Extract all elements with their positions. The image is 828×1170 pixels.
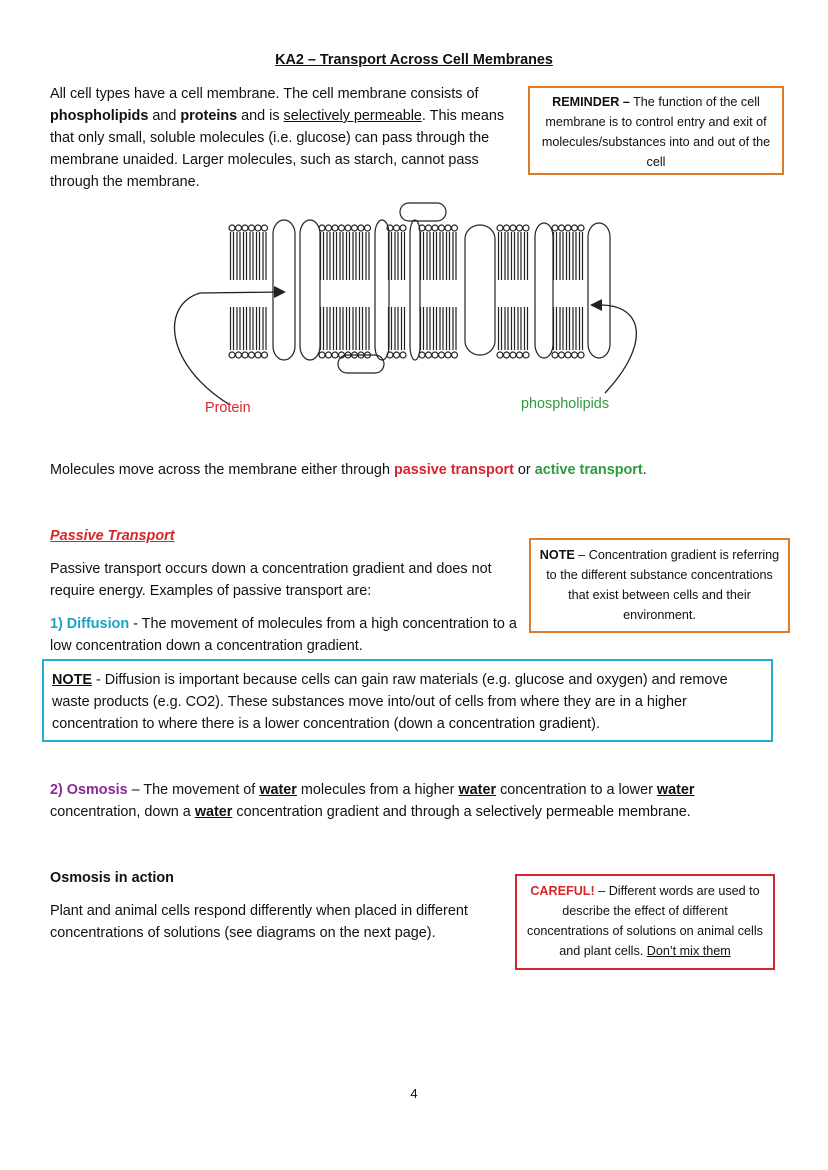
- phospholipid-tail: [580, 232, 583, 280]
- phospholipid-tail: [427, 307, 430, 350]
- phospholipid-head: [572, 225, 578, 231]
- phospholipid-tail: [518, 232, 521, 280]
- phospholipid-head: [400, 352, 406, 358]
- water-term-3: water: [656, 782, 695, 798]
- phospholipids-arrowhead: [590, 299, 602, 311]
- passive-transport-term: passive transport: [393, 462, 514, 478]
- phospholipid-head: [565, 225, 571, 231]
- osmosis-text-3: concentration to a lower: [496, 782, 657, 798]
- water-term-1: water: [259, 782, 297, 798]
- cell-membrane-diagram: [160, 195, 640, 420]
- phospholipid-tail: [421, 232, 424, 280]
- phospholipid-tail: [525, 232, 528, 280]
- transport-sentence: [50, 459, 790, 481]
- phospholipids-term: phospholipids: [50, 108, 149, 124]
- water-term-4: water: [194, 804, 233, 820]
- diffusion-label: 1) Diffusion: [50, 616, 130, 632]
- phospholipid-tail: [512, 307, 515, 350]
- phospholipid-tail: [434, 232, 437, 280]
- phospholipid-head: [432, 225, 438, 231]
- phospholipid-tail: [347, 232, 350, 280]
- note-gradient-label: NOTE: [539, 548, 575, 562]
- passive-transport-heading: Passive Transport: [50, 528, 175, 544]
- osmosis-text-2: molecules from a higher: [296, 782, 459, 798]
- phospholipid-head: [352, 225, 358, 231]
- phospholipid-tail: [244, 232, 247, 280]
- phospholipid-tail: [263, 307, 266, 350]
- phospholipid-tail: [360, 307, 363, 350]
- phospholipid-tail: [347, 307, 350, 350]
- transport-end: .: [642, 462, 647, 478]
- careful-label: CAREFUL!: [530, 884, 595, 898]
- phospholipid-head: [249, 225, 255, 231]
- transport-or: or: [513, 462, 535, 478]
- phospholipid-tail: [402, 307, 405, 350]
- phospholipid-tail: [554, 307, 557, 350]
- careful-text: – Different words are used to describe the effect of different concentrations of solutions on animal cells and plant cells.: [527, 884, 763, 958]
- osmosis-text-1: – The movement of: [127, 782, 260, 798]
- intro-and: and: [148, 108, 181, 124]
- phospholipid-head: [517, 225, 523, 231]
- phospholipid-head: [523, 225, 529, 231]
- phospholipid-head: [504, 225, 510, 231]
- membrane-protein: [410, 220, 420, 360]
- phospholipid-head: [578, 225, 584, 231]
- phospholipid-head: [255, 352, 261, 358]
- osmosis-text-4: concentration, down a: [50, 804, 195, 820]
- phospholipid-tail: [560, 307, 563, 350]
- phospholipid-tail: [237, 232, 240, 280]
- phospholipid-head: [394, 352, 400, 358]
- phospholipid-head: [552, 352, 558, 358]
- phospholipid-head: [262, 225, 268, 231]
- phospholipid-tail: [567, 307, 570, 350]
- phospholipid-tail: [518, 307, 521, 350]
- note-diffusion-box: [42, 659, 773, 742]
- phospholipid-tail: [505, 232, 508, 280]
- phospholipid-tail: [327, 307, 330, 350]
- phospholipid-head: [452, 225, 458, 231]
- phospholipid-tail: [560, 232, 563, 280]
- phospholipid-tail: [334, 232, 337, 280]
- reminder-text: The function of the cell membrane is to control entry and exit of molecules/substances into and out of the cell: [541, 95, 771, 169]
- water-term-2: water: [458, 782, 497, 798]
- protein-label: Protein: [205, 400, 251, 416]
- phospholipid-tail: [231, 232, 234, 280]
- phospholipid-tail: [447, 307, 450, 350]
- phospholipid-head: [523, 352, 529, 358]
- phospholipid-tail: [447, 232, 450, 280]
- phospholipid-tail: [499, 307, 502, 350]
- phospholipid-tail: [340, 307, 343, 350]
- page-title: KA2 – Transport Across Cell Membranes: [275, 52, 553, 68]
- osmosis-label: 2) Osmosis: [50, 782, 128, 798]
- passive-paragraph: Passive transport occurs down a concentration gradient and does not require energy. Examples of passive transport are:: [50, 561, 492, 599]
- phospholipid-tail: [327, 232, 330, 280]
- phospholipid-head: [242, 352, 248, 358]
- phospholipid-tail: [573, 232, 576, 280]
- phospholipid-tail: [402, 232, 405, 280]
- phospholipid-tail: [244, 307, 247, 350]
- phospholipid-head: [400, 225, 406, 231]
- phospholipid-head: [578, 352, 584, 358]
- phospholipid-tail: [395, 232, 398, 280]
- diffusion-text: - The movement of molecules from a high concentration to a low concentration down a concentration gradient.: [50, 616, 517, 654]
- phospholipid-head: [510, 352, 516, 358]
- phospholipid-head: [249, 352, 255, 358]
- phospholipid-tail: [453, 307, 456, 350]
- phospholipid-head: [358, 225, 364, 231]
- phospholipid-head: [517, 352, 523, 358]
- phospholipid-tail: [434, 307, 437, 350]
- phospholipid-tail: [366, 232, 369, 280]
- osmosis-paragraph: [50, 779, 785, 823]
- phospholipid-tail: [580, 307, 583, 350]
- phospholipid-head: [229, 225, 235, 231]
- phospholipid-head: [319, 352, 325, 358]
- phospholipid-head: [497, 225, 503, 231]
- phospholipid-tail: [366, 307, 369, 350]
- phospholipid-tail: [250, 307, 253, 350]
- phospholipid-tail: [499, 232, 502, 280]
- careful-underlined: Don’t mix them: [646, 944, 731, 958]
- protein-arrowhead: [274, 286, 286, 298]
- phospholipid-head: [365, 225, 371, 231]
- membrane-protein: [300, 220, 320, 360]
- phospholipid-tail: [231, 307, 234, 350]
- phospholipid-tail: [427, 232, 430, 280]
- phospholipid-tail: [395, 307, 398, 350]
- note-diffusion-text: - Diffusion is important because cells can gain raw materials (e.g. glucose and oxygen) and remove waste products (e.g. CO2). These substances move into/out of cells from where they are in a higher concentration to where there is a lower concentration (down a concentration gradient).: [52, 672, 728, 732]
- phospholipid-tail: [505, 307, 508, 350]
- phospholipid-tail: [512, 232, 515, 280]
- phospholipid-head: [426, 352, 432, 358]
- phospholipid-head: [445, 225, 451, 231]
- phospholipid-tail: [257, 232, 260, 280]
- phospholipid-head: [332, 352, 338, 358]
- phospholipid-head: [572, 352, 578, 358]
- phospholipid-head: [439, 352, 445, 358]
- phospholipid-head: [559, 352, 565, 358]
- phospholipid-head: [504, 352, 510, 358]
- intro-text-3: . This means that only small, soluble molecules (i.e. glucose) can pass through the membrane unaided. Larger molecules, such as starch, cannot pass through the membrane.: [50, 108, 505, 190]
- phospholipid-head: [236, 225, 242, 231]
- intro-text-1: All cell types have a cell membrane. The cell membrane consists of: [50, 86, 479, 102]
- phospholipid-tail: [554, 232, 557, 280]
- intro-text-2: and is: [237, 108, 284, 124]
- phospholipid-head: [236, 352, 242, 358]
- note-gradient-box: [529, 538, 790, 633]
- intro-paragraph: [50, 83, 515, 193]
- phospholipids-label: phospholipids: [521, 396, 610, 412]
- phospholipid-head: [345, 225, 351, 231]
- peripheral-protein: [400, 203, 446, 221]
- membrane-protein: [588, 223, 610, 358]
- phospholipid-tail: [440, 232, 443, 280]
- phospholipid-tail: [573, 307, 576, 350]
- phospholipid-tail: [353, 307, 356, 350]
- phospholipid-head: [426, 225, 432, 231]
- active-transport-term: active transport: [534, 462, 643, 478]
- phospholipid-tail: [257, 307, 260, 350]
- phospholipid-head: [439, 225, 445, 231]
- page-number: 4: [410, 1086, 418, 1101]
- phospholipid-tail: [334, 307, 337, 350]
- phospholipid-head: [432, 352, 438, 358]
- osmosis-action-heading: Osmosis in action: [50, 870, 174, 886]
- phospholipid-head: [394, 225, 400, 231]
- phospholipid-head: [445, 352, 451, 358]
- phospholipid-head: [552, 225, 558, 231]
- phospholipid-head: [452, 352, 458, 358]
- proteins-term: proteins: [180, 108, 238, 124]
- phospholipid-head: [332, 225, 338, 231]
- note-gradient-text: – Concentration gradient is referring to the different substance concentrations that exist between cells and their environment.: [546, 548, 780, 622]
- phospholipid-tail: [340, 232, 343, 280]
- phospholipid-head: [510, 225, 516, 231]
- phospholipid-tail: [321, 232, 324, 280]
- phospholipid-tail: [421, 307, 424, 350]
- phospholipid-tail: [525, 307, 528, 350]
- selectively-permeable-term: selectively permeable: [283, 108, 422, 124]
- phospholipid-tail: [440, 307, 443, 350]
- osmosis-action-paragraph: Plant and animal cells respond differently when placed in different concentrations of solutions (see diagrams on the next page).: [50, 903, 468, 941]
- membrane-protein: [375, 220, 389, 360]
- phospholipids-pointer-line: [597, 305, 636, 393]
- osmosis-text-5: concentration gradient and through a selectively permeable membrane.: [232, 804, 691, 820]
- careful-box: [515, 874, 775, 970]
- phospholipid-head: [262, 352, 268, 358]
- phospholipid-head: [339, 225, 345, 231]
- phospholipid-head: [497, 352, 503, 358]
- phospholipid-head: [255, 225, 261, 231]
- note-diffusion-label: NOTE: [52, 672, 92, 688]
- phospholipid-tail: [453, 232, 456, 280]
- phospholipid-head: [565, 352, 571, 358]
- phospholipid-head: [229, 352, 235, 358]
- membrane-protein: [535, 223, 553, 358]
- diffusion-paragraph: [50, 613, 525, 657]
- phospholipid-head: [326, 352, 332, 358]
- reminder-box: [528, 86, 784, 175]
- membrane-protein: [465, 225, 495, 355]
- phospholipid-tail: [321, 307, 324, 350]
- phospholipid-head: [326, 225, 332, 231]
- phospholipid-tail: [237, 307, 240, 350]
- phospholipid-tail: [360, 232, 363, 280]
- phospholipid-tail: [353, 232, 356, 280]
- transport-text: Molecules move across the membrane either through: [50, 462, 394, 478]
- phospholipid-tail: [567, 232, 570, 280]
- phospholipid-tail: [263, 232, 266, 280]
- phospholipid-tail: [250, 232, 253, 280]
- phospholipid-head: [242, 225, 248, 231]
- reminder-label: REMINDER –: [552, 95, 630, 109]
- phospholipid-head: [559, 225, 565, 231]
